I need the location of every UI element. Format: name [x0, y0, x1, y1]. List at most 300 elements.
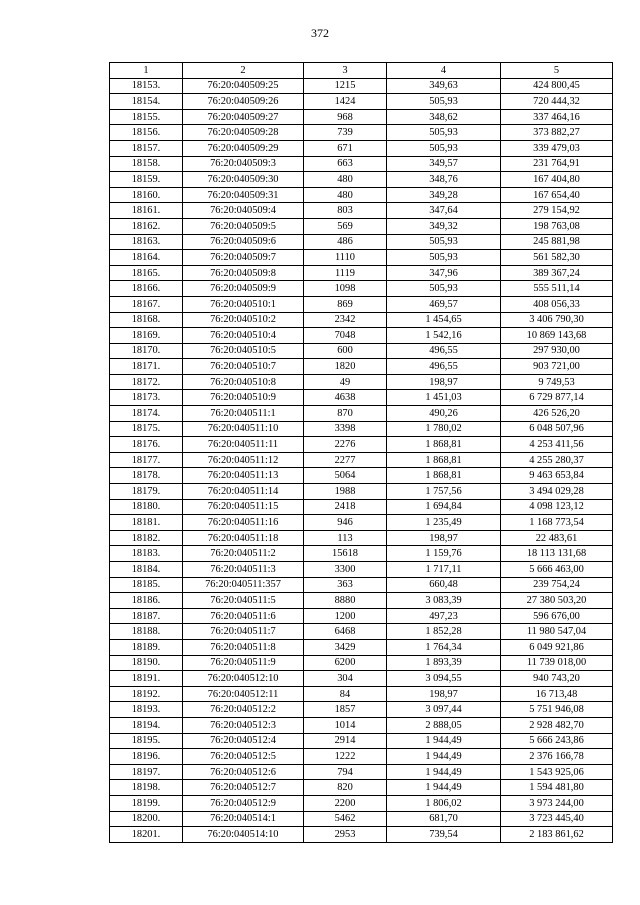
table-row [110, 296, 613, 312]
table-header-row [110, 63, 613, 79]
table-cell: 76:20:040509:27 [183, 109, 304, 125]
table-cell: 18160. [110, 187, 183, 203]
table-row [110, 562, 613, 578]
table-cell: 18194. [110, 717, 183, 733]
table-cell: 76:20:040512:7 [183, 780, 304, 796]
table-cell: 15618 [304, 546, 387, 562]
table-cell: 76:20:040509:26 [183, 94, 304, 110]
table-cell: 600 [304, 343, 387, 359]
table-cell: 18173. [110, 390, 183, 406]
table-cell: 76:20:040511:16 [183, 515, 304, 531]
table-cell: 76:20:040510:5 [183, 343, 304, 359]
table-cell: 1424 [304, 94, 387, 110]
table-cell: 8880 [304, 593, 387, 609]
table-cell: 18185. [110, 577, 183, 593]
table-cell: 373 882,27 [501, 125, 613, 141]
table-cell: 6 049 921,86 [501, 639, 613, 655]
table-cell: 339 479,03 [501, 140, 613, 156]
table-cell: 76:20:040510:4 [183, 328, 304, 344]
table-cell: 18191. [110, 671, 183, 687]
table-cell: 76:20:040514:1 [183, 811, 304, 827]
table-cell: 18162. [110, 218, 183, 234]
table-cell: 76:20:040509:8 [183, 265, 304, 281]
table-cell: 18197. [110, 764, 183, 780]
table-cell: 76:20:040512:3 [183, 717, 304, 733]
table-cell: 113 [304, 530, 387, 546]
table-cell: 18186. [110, 593, 183, 609]
table-row [110, 265, 613, 281]
table-cell: 18174. [110, 406, 183, 422]
table-cell: 803 [304, 203, 387, 219]
table-cell: 3429 [304, 639, 387, 655]
table-cell: 469,57 [387, 296, 501, 312]
table-row [110, 343, 613, 359]
table-cell: 389 367,24 [501, 265, 613, 281]
table-cell: 18179. [110, 484, 183, 500]
table-cell: 16 713,48 [501, 686, 613, 702]
table-cell: 18164. [110, 250, 183, 266]
table-cell: 490,26 [387, 406, 501, 422]
table-cell: 681,70 [387, 811, 501, 827]
table-row [110, 717, 613, 733]
table-cell: 349,28 [387, 187, 501, 203]
table-cell: 1215 [304, 78, 387, 94]
table-cell: 1 944,49 [387, 749, 501, 765]
table-cell: 1 717,11 [387, 562, 501, 578]
table-cell: 167 404,80 [501, 172, 613, 188]
table-cell: 5 666 243,86 [501, 733, 613, 749]
table-cell: 231 764,91 [501, 156, 613, 172]
table-cell: 76:20:040509:31 [183, 187, 304, 203]
table-cell: 18153. [110, 78, 183, 94]
table-row [110, 328, 613, 344]
table-cell: 198,97 [387, 686, 501, 702]
table-cell: 76:20:040511:13 [183, 468, 304, 484]
table-cell: 18163. [110, 234, 183, 250]
table-cell: 11 739 018,00 [501, 655, 613, 671]
table-cell: 18157. [110, 140, 183, 156]
table-cell: 569 [304, 218, 387, 234]
table-cell: 18168. [110, 312, 183, 328]
table-row [110, 78, 613, 94]
table-row [110, 421, 613, 437]
table-cell: 3 723 445,40 [501, 811, 613, 827]
table-cell: 1200 [304, 608, 387, 624]
table-cell: 3 097,44 [387, 702, 501, 718]
table-cell: 18201. [110, 827, 183, 843]
table-cell: 76:20:040512:5 [183, 749, 304, 765]
table-cell: 76:20:040510:7 [183, 359, 304, 375]
table-cell: 18177. [110, 452, 183, 468]
table-cell: 347,64 [387, 203, 501, 219]
table-row [110, 749, 613, 765]
table-cell: 2418 [304, 499, 387, 515]
table-cell: 720 444,32 [501, 94, 613, 110]
table-cell: 505,93 [387, 94, 501, 110]
table-cell: 3 094,55 [387, 671, 501, 687]
table-cell: 76:20:040510:1 [183, 296, 304, 312]
table-cell: 497,23 [387, 608, 501, 624]
table-cell: 18158. [110, 156, 183, 172]
table-row [110, 312, 613, 328]
table-cell: 18188. [110, 624, 183, 640]
table-cell: 198 763,08 [501, 218, 613, 234]
table-cell: 18182. [110, 530, 183, 546]
table-cell: 3398 [304, 421, 387, 437]
table-cell: 9 463 653,84 [501, 468, 613, 484]
table-cell: 3 406 790,30 [501, 312, 613, 328]
table-cell: 18183. [110, 546, 183, 562]
table-row [110, 686, 613, 702]
table-cell: 22 483,61 [501, 530, 613, 546]
table-cell: 18156. [110, 125, 183, 141]
table-row [110, 468, 613, 484]
table-cell: 3300 [304, 562, 387, 578]
table-row [110, 374, 613, 390]
table-cell: 4638 [304, 390, 387, 406]
table-cell: 76:20:040512:4 [183, 733, 304, 749]
table-cell: 297 930,00 [501, 343, 613, 359]
table-cell: 18155. [110, 109, 183, 125]
table-cell: 6 729 877,14 [501, 390, 613, 406]
table-cell: 1 235,49 [387, 515, 501, 531]
table-cell: 76:20:040511:5 [183, 593, 304, 609]
table-cell: 18180. [110, 499, 183, 515]
table-cell: 349,32 [387, 218, 501, 234]
table-cell: 18200. [110, 811, 183, 827]
table-cell: 279 154,92 [501, 203, 613, 219]
table-cell: 671 [304, 140, 387, 156]
table-cell: 167 654,40 [501, 187, 613, 203]
table-cell: 198,97 [387, 374, 501, 390]
table-row [110, 671, 613, 687]
table-cell: 6468 [304, 624, 387, 640]
table-cell: 363 [304, 577, 387, 593]
table-cell: 76:20:040511:9 [183, 655, 304, 671]
table-cell: 76:20:040514:10 [183, 827, 304, 843]
table-row [110, 484, 613, 500]
table-cell: 18192. [110, 686, 183, 702]
table-cell: 555 511,14 [501, 281, 613, 297]
table-cell: 76:20:040509:25 [183, 78, 304, 94]
table-cell: 18167. [110, 296, 183, 312]
table-cell: 426 526,20 [501, 406, 613, 422]
table-cell: 5064 [304, 468, 387, 484]
table-cell: 18172. [110, 374, 183, 390]
table-cell: 2342 [304, 312, 387, 328]
table-cell: 18161. [110, 203, 183, 219]
table-cell: 76:20:040510:8 [183, 374, 304, 390]
table-row [110, 234, 613, 250]
table-cell: 940 743,20 [501, 671, 613, 687]
table-row [110, 702, 613, 718]
table-cell: 1 944,49 [387, 733, 501, 749]
table-row [110, 140, 613, 156]
table-row [110, 530, 613, 546]
table-cell: 18196. [110, 749, 183, 765]
table-cell: 5462 [304, 811, 387, 827]
table-cell: 1988 [304, 484, 387, 500]
table-cell: 76:20:040509:29 [183, 140, 304, 156]
table-row [110, 546, 613, 562]
table-cell: 18190. [110, 655, 183, 671]
table-cell: 2276 [304, 437, 387, 453]
table-cell: 76:20:040512:2 [183, 702, 304, 718]
table-row [110, 452, 613, 468]
table-cell: 1 764,34 [387, 639, 501, 655]
table-cell: 505,93 [387, 250, 501, 266]
table-cell: 794 [304, 764, 387, 780]
table-cell: 1 757,56 [387, 484, 501, 500]
table-cell: 505,93 [387, 234, 501, 250]
table-cell: 4 098 123,12 [501, 499, 613, 515]
table-cell: 1 454,65 [387, 312, 501, 328]
table-cell: 18176. [110, 437, 183, 453]
table-cell: 1 159,76 [387, 546, 501, 562]
column-header: 5 [501, 63, 613, 79]
table-cell: 1 451,03 [387, 390, 501, 406]
table-cell: 198,97 [387, 530, 501, 546]
table-cell: 424 800,45 [501, 78, 613, 94]
table-cell: 18181. [110, 515, 183, 531]
table-row [110, 655, 613, 671]
table-cell: 739,54 [387, 827, 501, 843]
table-cell: 486 [304, 234, 387, 250]
table-cell: 76:20:040509:28 [183, 125, 304, 141]
table-row [110, 359, 613, 375]
table-cell: 1 806,02 [387, 795, 501, 811]
table-row [110, 203, 613, 219]
table-cell: 596 676,00 [501, 608, 613, 624]
table-cell: 1 543 925,06 [501, 764, 613, 780]
table-cell: 1 868,81 [387, 452, 501, 468]
table-cell: 1222 [304, 749, 387, 765]
table-cell: 2 376 166,78 [501, 749, 613, 765]
table-cell: 2 928 482,70 [501, 717, 613, 733]
table-cell: 10 869 143,68 [501, 328, 613, 344]
table-row [110, 499, 613, 515]
table-cell: 76:20:040511:18 [183, 530, 304, 546]
table-cell: 1 868,81 [387, 437, 501, 453]
table-cell: 49 [304, 374, 387, 390]
table-cell: 18166. [110, 281, 183, 297]
table-cell: 18187. [110, 608, 183, 624]
table-row [110, 733, 613, 749]
table-row [110, 109, 613, 125]
table-cell: 2200 [304, 795, 387, 811]
table-cell: 76:20:040510:2 [183, 312, 304, 328]
table-cell: 76:20:040511:3 [183, 562, 304, 578]
table-cell: 76:20:040511:6 [183, 608, 304, 624]
table-cell: 76:20:040511:12 [183, 452, 304, 468]
table-cell: 18170. [110, 343, 183, 359]
table-cell: 76:20:040511:10 [183, 421, 304, 437]
table-row [110, 624, 613, 640]
table-cell: 408 056,33 [501, 296, 613, 312]
table-cell: 5 751 946,08 [501, 702, 613, 718]
table-cell: 76:20:040510:9 [183, 390, 304, 406]
table-row [110, 608, 613, 624]
table-cell: 2953 [304, 827, 387, 843]
table-cell: 903 721,00 [501, 359, 613, 375]
table-cell: 4 255 280,37 [501, 452, 613, 468]
table-cell: 76:20:040509:30 [183, 172, 304, 188]
table-cell: 1098 [304, 281, 387, 297]
table-cell: 245 881,98 [501, 234, 613, 250]
table-cell: 348,76 [387, 172, 501, 188]
table-cell: 2 888,05 [387, 717, 501, 733]
table-cell: 18189. [110, 639, 183, 655]
table-cell: 820 [304, 780, 387, 796]
table-cell: 18159. [110, 172, 183, 188]
table-row [110, 639, 613, 655]
table-cell: 18171. [110, 359, 183, 375]
table-cell: 76:20:040511:7 [183, 624, 304, 640]
table-cell: 496,55 [387, 359, 501, 375]
table-cell: 76:20:040511:11 [183, 437, 304, 453]
table-cell: 1 852,28 [387, 624, 501, 640]
column-header: 3 [304, 63, 387, 79]
table-cell: 7048 [304, 328, 387, 344]
table-row [110, 172, 613, 188]
table-cell: 1 542,16 [387, 328, 501, 344]
table-cell: 18199. [110, 795, 183, 811]
column-header: 2 [183, 63, 304, 79]
table-cell: 946 [304, 515, 387, 531]
table-row [110, 390, 613, 406]
table-cell: 76:20:040511:2 [183, 546, 304, 562]
table-cell: 84 [304, 686, 387, 702]
table-cell: 6200 [304, 655, 387, 671]
table-cell: 2 183 861,62 [501, 827, 613, 843]
table-cell: 76:20:040511:1 [183, 406, 304, 422]
table-cell: 9 749,53 [501, 374, 613, 390]
table-row [110, 593, 613, 609]
table-cell: 349,57 [387, 156, 501, 172]
table-cell: 18165. [110, 265, 183, 281]
page-number: 372 [311, 26, 329, 40]
table-cell: 496,55 [387, 343, 501, 359]
table-cell: 18193. [110, 702, 183, 718]
table-cell: 76:20:040512:10 [183, 671, 304, 687]
table-cell: 2914 [304, 733, 387, 749]
table-cell: 968 [304, 109, 387, 125]
table-cell: 480 [304, 187, 387, 203]
table-cell: 76:20:040511:15 [183, 499, 304, 515]
table-cell: 505,93 [387, 140, 501, 156]
table-cell: 1119 [304, 265, 387, 281]
table-row [110, 764, 613, 780]
table-cell: 76:20:040512:9 [183, 795, 304, 811]
table-cell: 1 780,02 [387, 421, 501, 437]
table-cell: 76:20:040512:11 [183, 686, 304, 702]
table-cell: 18175. [110, 421, 183, 437]
table-cell: 3 494 029,28 [501, 484, 613, 500]
table-row [110, 795, 613, 811]
table-cell: 663 [304, 156, 387, 172]
table-cell: 1820 [304, 359, 387, 375]
table-row [110, 156, 613, 172]
table-row [110, 187, 613, 203]
table-row [110, 250, 613, 266]
table-cell: 18195. [110, 733, 183, 749]
table-cell: 869 [304, 296, 387, 312]
table-cell: 1 944,49 [387, 780, 501, 796]
table-cell: 870 [304, 406, 387, 422]
table-cell: 76:20:040509:5 [183, 218, 304, 234]
table-cell: 18198. [110, 780, 183, 796]
table-cell: 1014 [304, 717, 387, 733]
table-cell: 11 980 547,04 [501, 624, 613, 640]
table-row [110, 94, 613, 110]
table-body [110, 78, 613, 842]
table-cell: 2277 [304, 452, 387, 468]
data-table [109, 62, 613, 843]
table-cell: 739 [304, 125, 387, 141]
table-cell: 76:20:040509:7 [183, 250, 304, 266]
table-cell: 304 [304, 671, 387, 687]
table-cell: 3 083,39 [387, 593, 501, 609]
table-row [110, 281, 613, 297]
table-cell: 1857 [304, 702, 387, 718]
table-cell: 1 168 773,54 [501, 515, 613, 531]
column-header: 1 [110, 63, 183, 79]
table-row [110, 780, 613, 796]
table-cell: 76:20:040509:4 [183, 203, 304, 219]
table-cell: 76:20:040509:9 [183, 281, 304, 297]
table-cell: 505,93 [387, 125, 501, 141]
table-cell: 348,62 [387, 109, 501, 125]
table-row [110, 125, 613, 141]
table-cell: 6 048 507,96 [501, 421, 613, 437]
table-cell: 660,48 [387, 577, 501, 593]
table-cell: 1 868,81 [387, 468, 501, 484]
table-cell: 3 973 244,00 [501, 795, 613, 811]
table-cell: 1 694,84 [387, 499, 501, 515]
table-cell: 76:20:040509:6 [183, 234, 304, 250]
table-cell: 76:20:040512:6 [183, 764, 304, 780]
table-cell: 76:20:040511:357 [183, 577, 304, 593]
table-cell: 1 594 481,80 [501, 780, 613, 796]
table-cell: 337 464,16 [501, 109, 613, 125]
table-cell: 27 380 503,20 [501, 593, 613, 609]
table-cell: 480 [304, 172, 387, 188]
table-cell: 1 944,49 [387, 764, 501, 780]
table-row [110, 827, 613, 843]
table-cell: 76:20:040509:3 [183, 156, 304, 172]
table-cell: 18184. [110, 562, 183, 578]
column-header: 4 [387, 63, 501, 79]
table-row [110, 811, 613, 827]
table-row [110, 406, 613, 422]
table-cell: 5 666 463,00 [501, 562, 613, 578]
table-cell: 505,93 [387, 281, 501, 297]
table-cell: 1110 [304, 250, 387, 266]
table-cell: 18169. [110, 328, 183, 344]
table-cell: 4 253 411,56 [501, 437, 613, 453]
table-row [110, 577, 613, 593]
table-cell: 1 893,39 [387, 655, 501, 671]
table-cell: 349,63 [387, 78, 501, 94]
table-cell: 18154. [110, 94, 183, 110]
table-cell: 347,96 [387, 265, 501, 281]
table-cell: 239 754,24 [501, 577, 613, 593]
table-row [110, 218, 613, 234]
table-cell: 18178. [110, 468, 183, 484]
table-row [110, 437, 613, 453]
table-cell: 18 113 131,68 [501, 546, 613, 562]
table-row [110, 515, 613, 531]
